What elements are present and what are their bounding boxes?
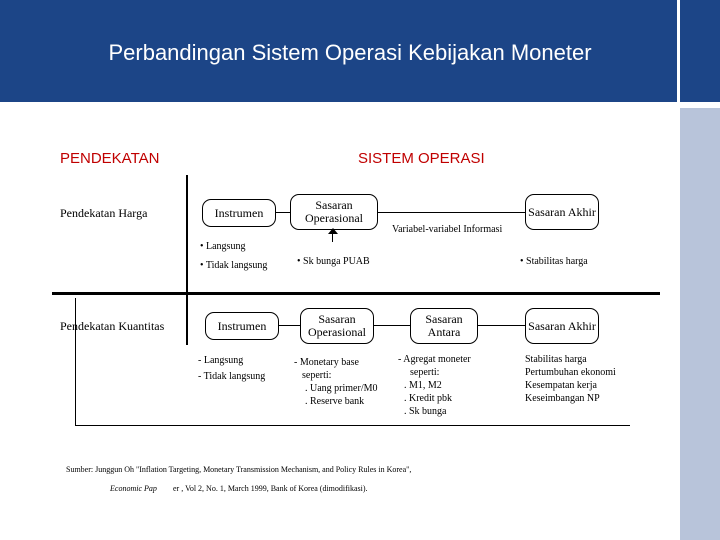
connector-kuantitas-2 [373, 325, 410, 326]
bracket-left [75, 298, 76, 425]
connector-harga-2 [377, 212, 525, 213]
harga-instrumen-item: • Langsung [200, 241, 246, 252]
heading-pendekatan: PENDEKATAN [60, 150, 160, 167]
box-sasaran-operasional-harga: Sasaran Operasional [290, 194, 378, 230]
box-sasaran-antara-kuantitas: Sasaran Antara [410, 308, 478, 344]
variabel-informasi-label: Variabel-variabel Informasi [392, 224, 503, 235]
box-sasaran-operasional-kuantitas: Sasaran Operasional [300, 308, 374, 344]
kuantitas-akhir-item: Pertumbuhan ekonomi [525, 367, 616, 378]
kuantitas-akhir-item: Kesempatan kerja [525, 380, 597, 391]
row-label-harga: Pendekatan Harga [60, 206, 148, 220]
kuantitas-akhir-item: Stabilitas harga [525, 354, 587, 365]
slide-title: Perbandingan Sistem Operasi Kebijakan Moneter [108, 40, 592, 65]
kuantitas-antara-item: . M1, M2 [404, 380, 442, 391]
row-divider [52, 292, 660, 295]
column-divider [186, 175, 188, 345]
source-line-2: er , Vol 2, No. 1, March 1999, Bank of Korea (dimodifikasi). [173, 484, 368, 493]
heading-sistem-operasi: SISTEM OPERASI [358, 150, 485, 167]
kuantitas-operasional-item: seperti: [302, 370, 332, 381]
kuantitas-instrumen-item: - Langsung [198, 355, 244, 366]
bracket-bottom [75, 425, 630, 426]
box-instrumen-kuantitas: Instrumen [205, 312, 279, 340]
kuantitas-akhir-item: Keseimbangan NP [525, 393, 600, 404]
box-sasaran-akhir-harga: Sasaran Akhir [525, 194, 599, 230]
kuantitas-operasional-item: - Monetary base [294, 357, 359, 368]
connector-harga-1 [275, 212, 290, 213]
arrow-up-head-icon [328, 228, 338, 234]
harga-instrumen-item: • Tidak langsung [200, 260, 268, 271]
side-strip [680, 108, 720, 540]
connector-kuantitas-3 [477, 325, 525, 326]
kuantitas-antara-item: . Sk bunga [404, 406, 447, 417]
source-line-1: Sumber: Junggun Oh "Inflation Targeting, Monetary Transmission Mechanism, and Policy Rules in Korea", [66, 465, 412, 474]
source-journal: Economic Pap [110, 484, 157, 493]
harga-operasional-item: • Sk bunga PUAB [297, 256, 370, 267]
row-label-kuantitas: Pendekatan Kuantitas [60, 319, 165, 333]
kuantitas-instrumen-item: - Tidak langsung [198, 371, 266, 382]
kuantitas-antara-item: - Agregat moneter [398, 354, 471, 365]
box-instrumen-harga: Instrumen [202, 199, 276, 227]
kuantitas-operasional-item: . Uang primer/M0 [305, 383, 378, 394]
kuantitas-antara-item: seperti: [410, 367, 440, 378]
kuantitas-operasional-item: . Reserve bank [305, 396, 365, 407]
box-sasaran-akhir-kuantitas: Sasaran Akhir [525, 308, 599, 344]
kuantitas-antara-item: . Kredit pbk [404, 393, 453, 404]
connector-kuantitas-1 [278, 325, 300, 326]
harga-akhir-item: • Stabilitas harga [520, 256, 588, 267]
